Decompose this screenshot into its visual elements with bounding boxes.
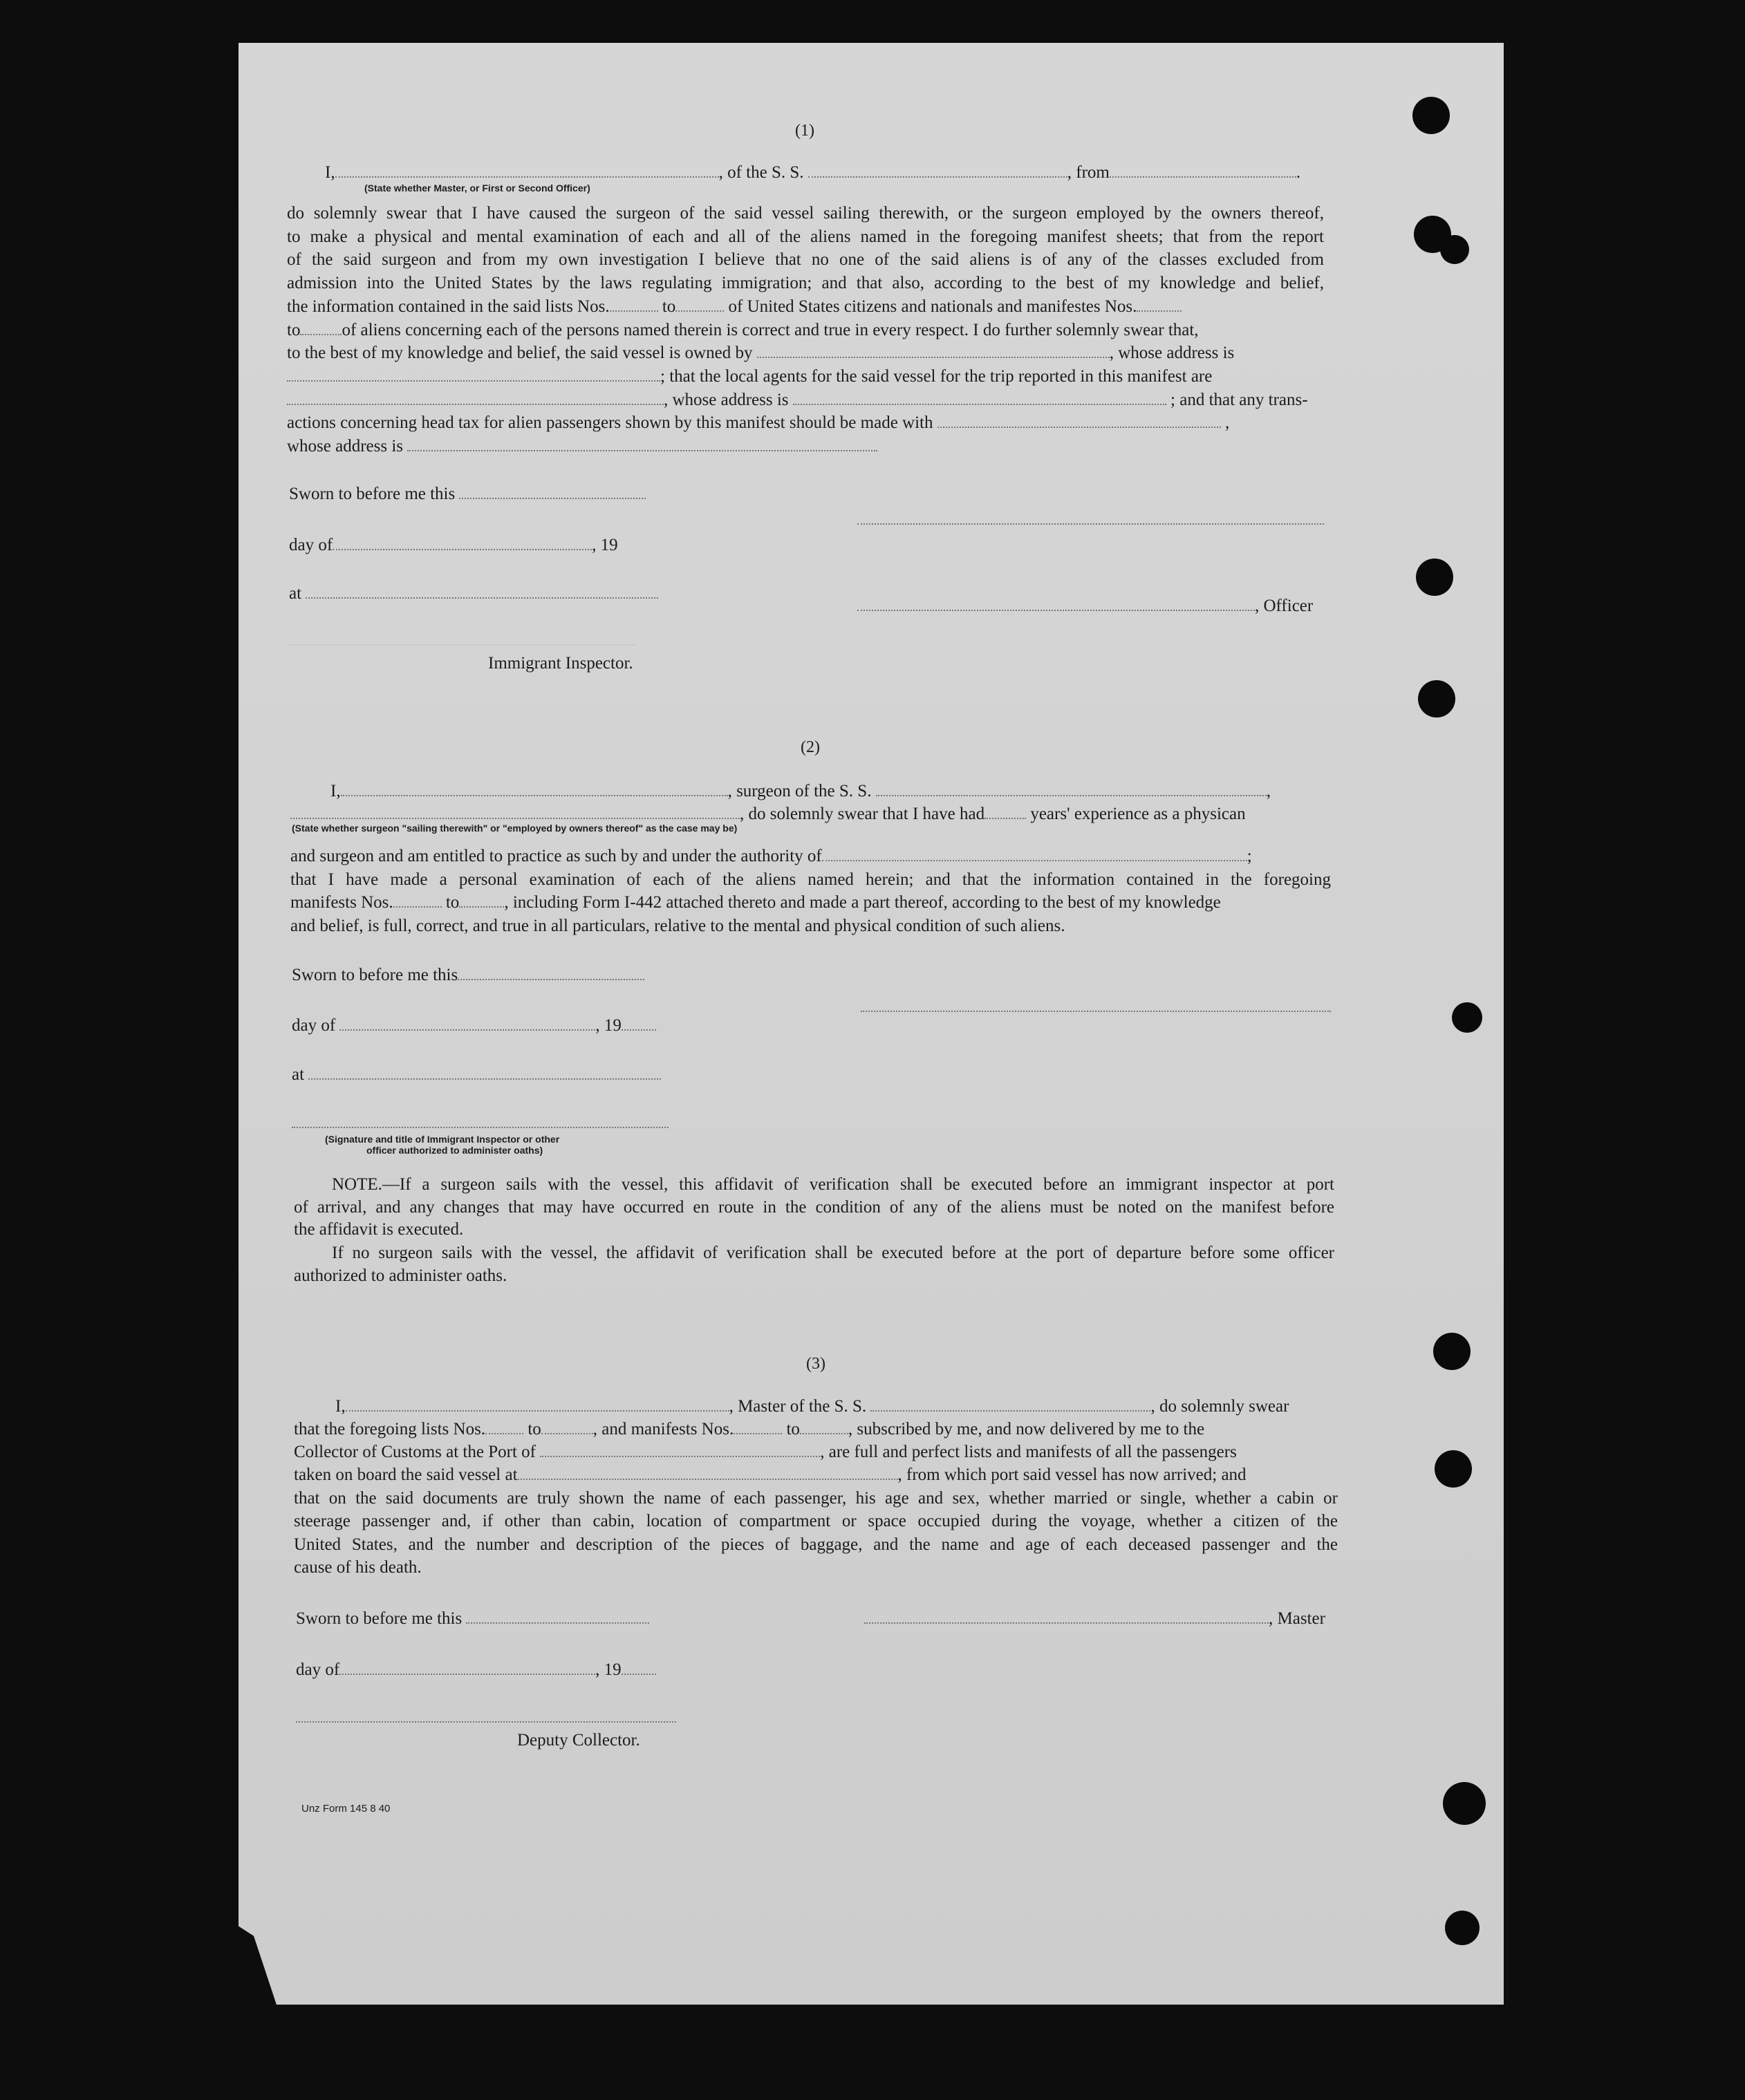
at-line: at	[292, 1063, 661, 1086]
form-footer: Unz Form 145 8 40	[301, 1803, 391, 1815]
punch-hole	[1445, 1911, 1480, 1945]
inspector-line	[292, 1112, 669, 1134]
text-line: and belief, is full, correct, and true in all particulars, relative to the mental and physical condition of such aliens.	[290, 917, 1065, 935]
text-line: and surgeon and am entitled to practice as such by and under the authority of ;	[290, 847, 1252, 865]
section-number: (1)	[795, 122, 814, 140]
instruction-note: (State whether surgeon "sailing therewith" or "employed by owners thereof" as the case may be)	[292, 823, 738, 834]
punch-hole	[1418, 680, 1455, 718]
text-line: Collector of Customs at the Port of , are full and perfect lists and manifests of all the passengers	[294, 1443, 1237, 1461]
note-line: the affidavit is executed.	[294, 1220, 464, 1239]
text-line: actions concerning head tax for alien passengers shown by this manifest should be made with ,	[287, 413, 1230, 432]
text-line: ; that the local agents for the said vessel for the trip reported in this manifest are	[287, 365, 1212, 388]
sworn-line: Sworn to before me this	[296, 1607, 649, 1630]
deputy-line	[296, 1706, 676, 1729]
oath-line: I, , Master of the S. S. , do solemnly swear	[335, 1397, 1289, 1416]
text-line: to the best of my knowledge and belief, the said vessel is owned by , whose address is	[287, 344, 1235, 362]
text-line: manifests Nos. to , including Form I-442 attached thereto and made a part thereof, according to the best of my knowledge	[290, 893, 1221, 912]
note-line: authorized to administer oaths.	[294, 1266, 507, 1285]
section-number: (3)	[806, 1355, 825, 1373]
punch-hole	[1440, 235, 1469, 264]
deputy-label: Deputy Collector.	[517, 1731, 640, 1750]
signature-line	[857, 508, 1324, 531]
text-line: the information contained in the said lists Nos. to of United States citizens and nationals and manifestes Nos.	[287, 295, 1182, 318]
text-line: that on the said documents are truly shown the name of each passenger, his age and sex, whether married or single, whether a cabin or	[294, 1489, 1338, 1508]
text-line: do solemnly swear that I have caused the surgeon of the said vessel sailing therewith, or the surgeon employed by the owners thereof,	[287, 204, 1324, 223]
text-line: of the said surgeon and from my own investigation I believe that no one of the said aliens is of any of the classes excluded from	[287, 250, 1324, 269]
day-line: day of , 19	[292, 1014, 656, 1037]
text-line: that the foregoing lists Nos. to , and manifests Nos. to , subscribed by me, and now delivered by me to the	[294, 1420, 1205, 1438]
note-line: If no surgeon sails with the vessel, the affidavit of verification shall be executed before at the port of departure before some officer	[332, 1244, 1334, 1262]
text-line: steerage passenger and, if other than cabin, location of compartment or space occupied during the voyage, whether a citizen of the	[294, 1512, 1338, 1530]
sworn-line: Sworn to before me this	[289, 482, 646, 505]
note-line: NOTE.—If a surgeon sails with the vessel, this affidavit of verification shall be executed before an immigrant inspector at port	[332, 1175, 1334, 1194]
text-line: to make a physical and mental examination of each and all of the aliens named in the foregoing manifest sheets; that from the report	[287, 227, 1324, 246]
oath-line: I, , surgeon of the S. S. ,	[330, 782, 1271, 800]
instruction-note: (State whether Master, or First or Second Officer)	[364, 182, 590, 194]
officer-line: , Officer	[857, 594, 1313, 617]
text-line: , whose address is ; and that any trans-	[287, 388, 1308, 411]
signature-line	[861, 995, 1331, 1018]
day-line: day of , 19	[296, 1658, 656, 1681]
sworn-line: Sworn to before me this	[292, 964, 644, 986]
punch-hole	[1452, 1002, 1482, 1033]
day-line: day of , 19	[289, 536, 618, 554]
at-line: at	[289, 582, 658, 605]
text-line: cause of his death.	[294, 1558, 422, 1577]
section-number: (2)	[801, 738, 820, 756]
punch-hole	[1443, 1782, 1486, 1825]
punch-hole	[1412, 97, 1450, 134]
note-line: of arrival, and any changes that may have occurred en route in the condition of any of the aliens must be noted on the manifest before	[294, 1198, 1334, 1217]
text-line: that I have made a personal examination of each of the aliens named herein; and that the information contained in the foregoing	[290, 870, 1331, 889]
text-line: United States, and the number and description of the pieces of baggage, and the name and age of each deceased passenger and the	[294, 1535, 1338, 1554]
signature-caption: (Signature and title of Immigrant Inspector or other	[325, 1134, 560, 1145]
inspector-label: Immigrant Inspector.	[488, 654, 633, 673]
inspector-line	[289, 629, 635, 652]
punch-hole	[1435, 1450, 1472, 1488]
master-line: , Master	[864, 1607, 1325, 1630]
signature-caption: officer authorized to administer oaths)	[366, 1145, 543, 1156]
punch-hole	[1433, 1333, 1471, 1370]
oath-line: I, , of the S. S. , from .	[325, 163, 1301, 182]
oath-line: , do solemnly swear that I have had years' experience as a physican	[290, 803, 1246, 825]
text-line: admission into the United States by the laws regulating immigration; and that also, according to the best of my knowledge and belief,	[287, 274, 1324, 292]
text-line: taken on board the said vessel at , from which port said vessel has now arrived; and	[294, 1465, 1247, 1484]
punch-hole	[1416, 559, 1453, 596]
text-line: whose address is	[287, 435, 877, 458]
text-line: to of aliens concerning each of the persons named therein is correct and true in every respect. I do further solemnly swear that,	[287, 321, 1199, 339]
